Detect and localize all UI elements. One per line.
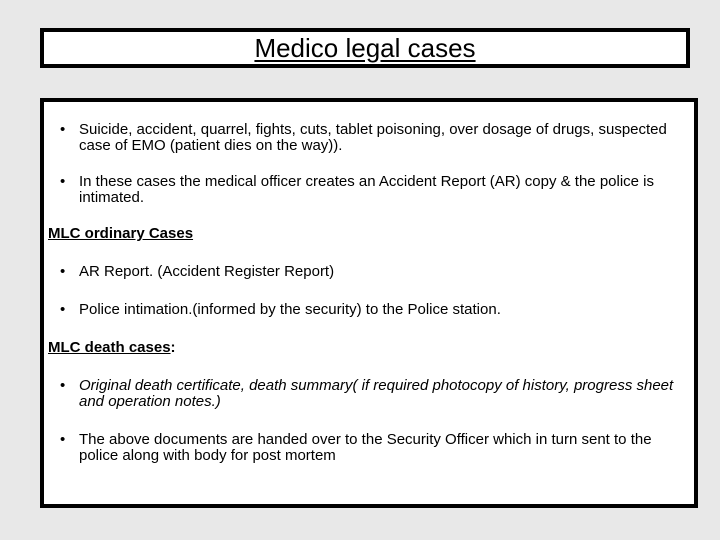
page-title: Medico legal cases <box>254 32 476 63</box>
bullet-marker: • <box>60 263 66 280</box>
section-heading-death <box>48 340 686 356</box>
list-item <box>60 264 686 280</box>
section-heading-text: MLC ordinary Cases <box>48 225 194 242</box>
bullet-marker: • <box>60 173 66 190</box>
bullet-marker: • <box>60 301 66 318</box>
bullet-text: Suicide, accident, quarrel, fights, cuts, tablet poisoning, over dosage of drugs, suspected case of EMO (patient dies on the way)). <box>79 121 667 154</box>
bullet-text: Police intimation.(informed by the security) to the Police station. <box>79 301 501 318</box>
intro-bullet-list <box>48 122 686 206</box>
bullet-marker: • <box>60 121 66 138</box>
bullet-text: The above documents are handed over to the Security Officer which in turn sent to the police along with body for post mortem <box>79 431 652 464</box>
death-bullet-list <box>48 378 686 410</box>
list-item <box>60 174 686 206</box>
content-box <box>40 98 698 508</box>
bullet-text: In these cases the medical officer creates an Accident Report (AR) copy & the police is intimated. <box>79 173 655 206</box>
bullet-text: AR Report. (Accident Register Report) <box>79 263 335 280</box>
bullet-text: Original death certificate, death summary( if required photocopy of history, progress sheet and operation notes.) <box>79 377 674 410</box>
bullet-marker: • <box>60 377 66 394</box>
section-heading-suffix: : <box>170 339 176 356</box>
list-item <box>60 378 686 410</box>
death-bullet-list-2 <box>48 432 686 464</box>
list-item <box>60 302 686 318</box>
section-heading-text: MLC death cases <box>48 339 171 356</box>
list-item <box>60 432 686 464</box>
list-item <box>60 122 686 154</box>
bullet-marker: • <box>60 431 66 448</box>
ordinary-bullet-list <box>48 264 686 318</box>
title-box <box>40 28 690 68</box>
section-heading-ordinary <box>48 226 686 242</box>
